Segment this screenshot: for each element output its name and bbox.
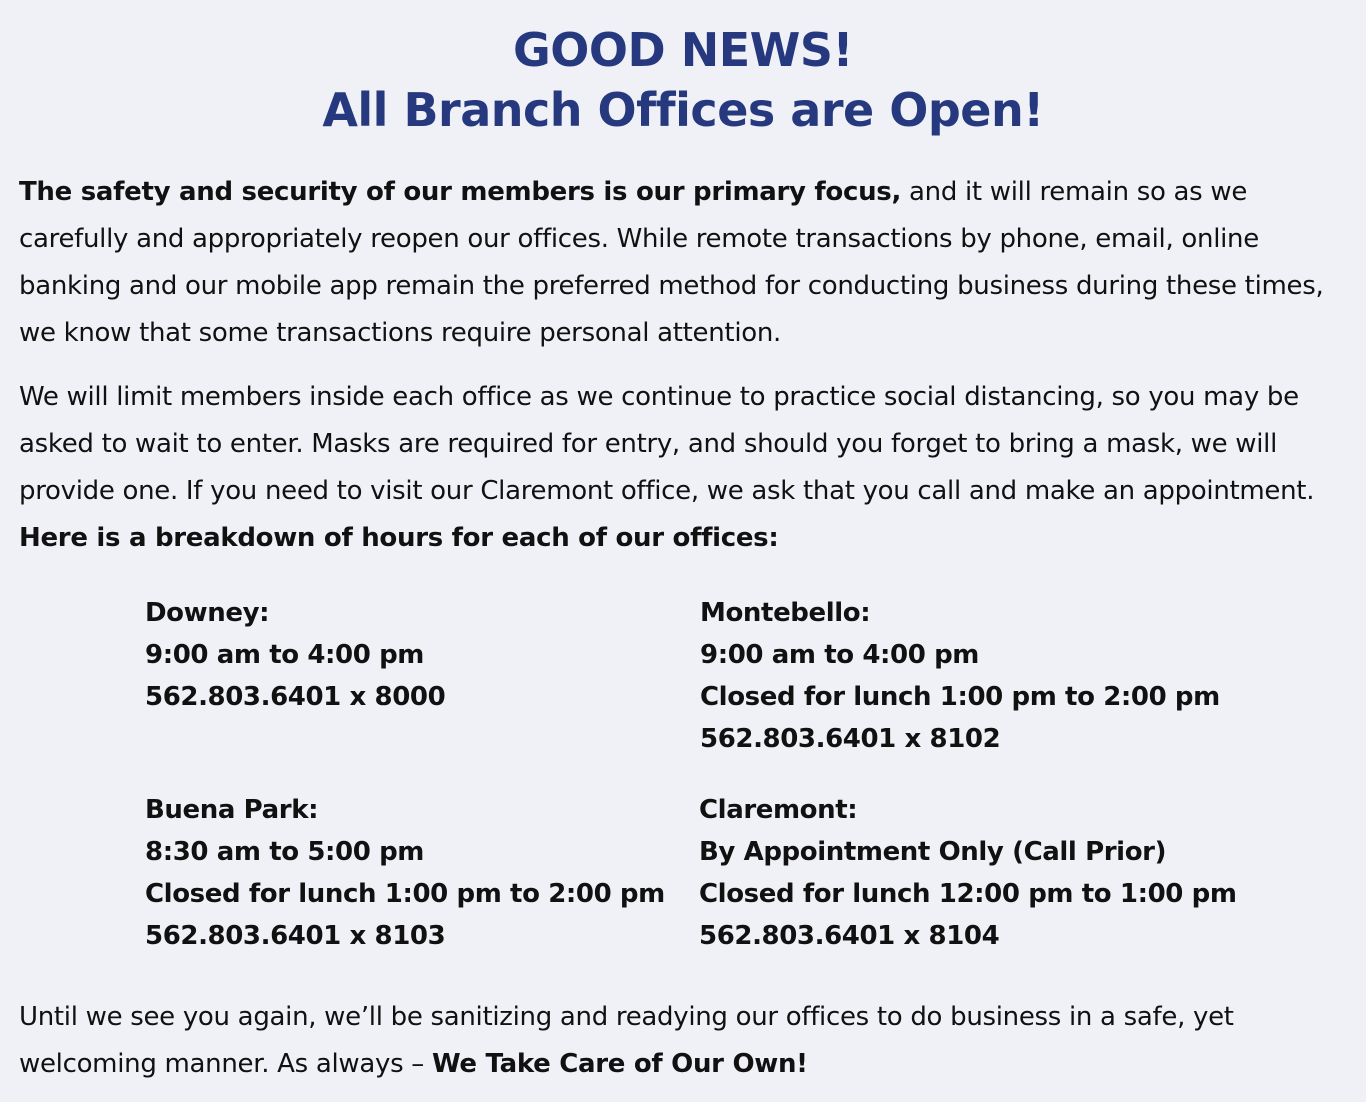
headline-line-1: GOOD NEWS!: [513, 23, 853, 77]
headline-line-2: All Branch Offices are Open!: [322, 83, 1044, 137]
office-name: Claremont:: [699, 795, 858, 825]
office-phone: 562.803.6401 x 8103: [145, 921, 446, 951]
office-phone: 562.803.6401 x 8000: [145, 682, 446, 712]
policy-paragraph: [19, 374, 1347, 562]
office-lunch: Closed for lunch 1:00 pm to 2:00 pm: [145, 879, 665, 909]
intro-paragraph: [19, 169, 1347, 357]
office-buena-park: [145, 789, 665, 957]
office-hours-grid: [19, 592, 1347, 972]
office-name: Buena Park:: [145, 795, 319, 825]
intro-text: and it will remain so as we carefully and appropriately reopen our offices. While remote transactions by phone, email, online banking and our mobile app remain the preferred method for conducting business during these times, we know that some transactions require personal attention.: [19, 177, 1324, 348]
office-hours: 9:00 am to 4:00 pm: [145, 640, 424, 670]
office-name: Downey:: [145, 598, 270, 628]
office-lunch: Closed for lunch 12:00 pm to 1:00 pm: [699, 879, 1237, 909]
office-hours: 9:00 am to 4:00 pm: [700, 640, 979, 670]
policy-text: We will limit members inside each office as we continue to practice social distancing, so you may be asked to wait to enter. Masks are required for entry, and should you forget to bring a mask, we will provide one. If you need to visit our Claremont office, we ask that you call and make an appointment.: [19, 382, 1315, 506]
closing-text: Until we see you again, we’ll be sanitizing and readying our offices to do business in a safe, yet welcoming manner. As always –: [19, 1002, 1234, 1079]
closing-bold-tail: We Take Care of Our Own!: [431, 1049, 808, 1079]
closing-paragraph: [19, 994, 1347, 1088]
intro-bold-lead: The safety and security of our members is our primary focus,: [19, 177, 902, 207]
office-downey: [145, 592, 445, 718]
headline: [19, 0, 1347, 140]
office-phone: 562.803.6401 x 8102: [700, 724, 1001, 754]
office-montebello: [700, 592, 1220, 760]
office-name: Montebello:: [700, 598, 871, 628]
office-phone: 562.803.6401 x 8104: [699, 921, 1000, 951]
office-hours: 8:30 am to 5:00 pm: [145, 837, 424, 867]
policy-bold-tail: Here is a breakdown of hours for each of our offices:: [19, 523, 779, 553]
office-claremont: [699, 789, 1237, 957]
office-hours: By Appointment Only (Call Prior): [699, 837, 1167, 867]
office-lunch: Closed for lunch 1:00 pm to 2:00 pm: [700, 682, 1220, 712]
